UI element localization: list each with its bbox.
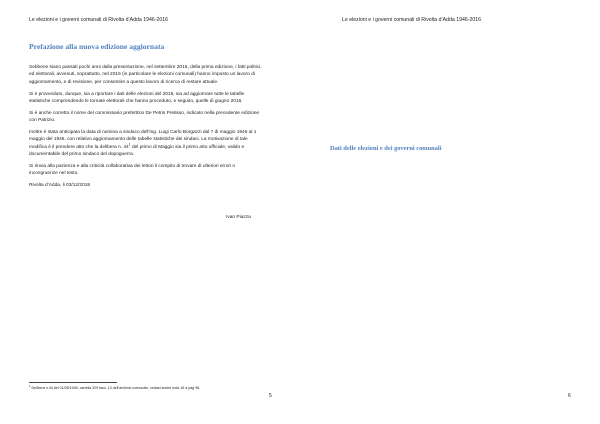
paragraph: Si rinvia alla pazienza e alla criticità collaborativa dei lettori il compito di trovare di ulteriori errori o incongruenze nel testo. <box>29 164 236 177</box>
paragraph: Si è provveduto, dunque, sia a riportare i dati delle elezioni del 2016, sia ad aggiornare tutte le tabelle statistiche comprendendo le tornate elettorali che hanno proceduto, e seguito, quelle di giugno 2016. <box>29 91 245 105</box>
right-page <box>300 0 600 424</box>
paragraph: Sebbene siano passati pochi anni dalla presentazione, nel settembre 2015, della prima edizione, i fatti politici, ed elettorali, avvenuti, soprattutto, nel 2016 (in particolare le elezioni comunali) hanno imposto un lavoro di aggiornamento, e di revisione, per consentire a questo lavoro di ricerca di restare attuale. <box>29 65 262 85</box>
paragraph <box>29 129 265 159</box>
footnote <box>29 386 269 390</box>
section-title: Dati delle elezioni e dei governi comunali <box>330 145 442 152</box>
page-number: 5 <box>269 393 272 399</box>
footnote-divider <box>29 382 117 383</box>
paragraph: Si è anche corretto il nome del commissario prefettizio De Petris Pretisso, indicato nella precedente edizione con Patrizio. <box>29 110 260 124</box>
running-header: Le elezioni e i governi comunali di Rivolta d’Adda 1946-2016 <box>342 17 481 23</box>
running-header: Le elezioni e i governi comunali di Rivolta d’Adda 1946-2016 <box>29 17 168 23</box>
preface-title: Prefazione alla nuova edizione aggiornata <box>29 42 165 51</box>
place-date: Rivolta d’Adda, li 03/12/2018 <box>29 183 91 189</box>
preface-body <box>29 64 265 194</box>
footnote-text: Delibera n.44 del 01/05/1945, cartella 329 fasc. 13 dell’archivio comunale, vedasi anche nota 16 a pag 96. <box>30 386 201 390</box>
footnote-reference[interactable]: 1 <box>128 142 131 147</box>
author-signature: Ivan Piazza <box>226 215 251 220</box>
page-number: 6 <box>568 393 571 399</box>
paragraph-text-continued: del primo di Maggio sia il primo atto ufficiale, valido e documentabile del primo sindaco del dopoguerra. <box>29 144 245 158</box>
paragraph-text: Inoltre è stata anticipata la data di nomina a sindaco dell’ing. Luigi Carlo Borgazzi dal 7 di maggio 1945 al 1 maggio del 1945, con relativo aggiornamento delle tabelle statistiche dei sindaci. La motivazione di tale modifica è il prendere atto che la delibera n. 44 <box>29 130 257 150</box>
footnote-marker: 1 <box>29 384 31 388</box>
